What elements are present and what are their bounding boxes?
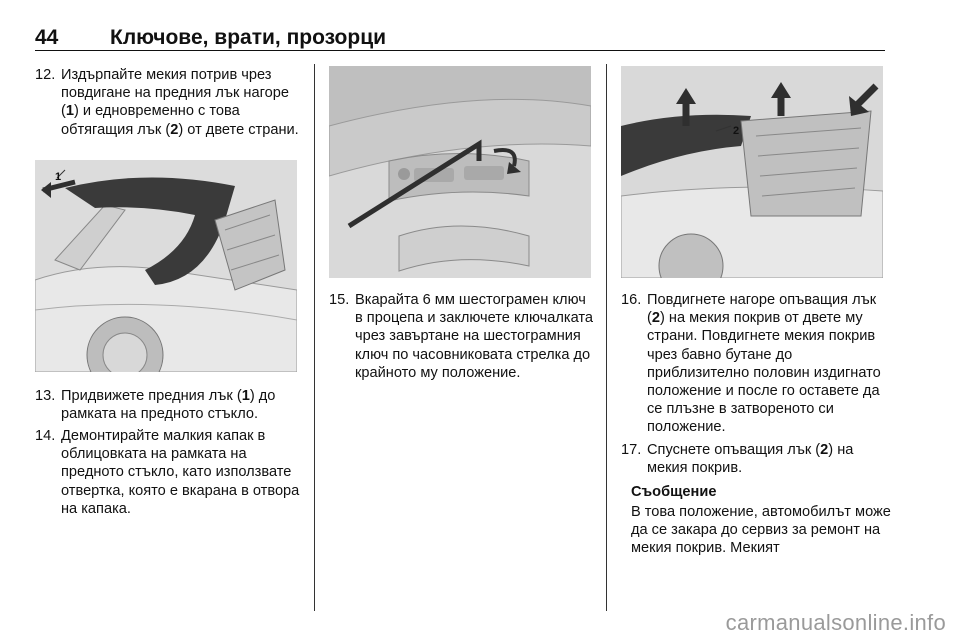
figure-tension-bow-raise [621,66,883,278]
watermark: carmanualsonline.info [725,610,946,635]
step-12 [35,66,303,139]
step-number: 17. [621,442,642,458]
step-text: Вкарайта 6 мм шестограмен ключ в процепа и заключете ключалката чрез завъртане на шестограмния ключ по часовниковата стрелка до крайното му положение. [355,292,594,381]
figure-callout-2: 2 [733,125,740,137]
step-text: Повдигнете нагоре опъващия лък (2) на мекия покрив от двете му страни. Повдигнете мекия покрив чрез бавно бутане до приблизително половин издигнато положение и после го оставете да се плъзне в затвореното си положение. [647,292,881,436]
step-text: Придвижете предния лък (1) до рамката на предното стъкло. [61,388,276,423]
page-number: 44 [35,26,59,49]
step-text: Спуснете опъващия лък (2) на мекия покрив. [647,442,854,477]
figure-car-roof-open [35,160,297,372]
step-13 [35,387,303,423]
figure-callout-1: 1 [55,171,62,183]
page-title: Ключове, врати, прозорци [110,26,387,49]
step-text: Демонтирайте малкия капак в облицовката на рамката на предното стъкло, като използвате отвертка, която е вкарана в отвора на капака. [61,428,300,517]
step-text: Издърпайте мекия потрив чрез повдигане на предния лък нагоре (1) и едновременно с това обтягащия лък (2) от двете страни. [61,67,299,138]
header-divider [35,50,885,51]
step-number: 16. [621,292,642,308]
step-16 [621,291,891,437]
step-17 [621,441,891,477]
step-number: 13. [35,388,56,404]
column-divider-1 [314,64,315,611]
step-15 [329,291,595,382]
note-body: В това положение, автомобилът може да се закара до сервиз за ремонт на мекия покрив. Мекият [631,504,891,557]
step-number: 12. [35,67,56,83]
step-number: 15. [329,292,350,308]
step-14 [35,427,303,518]
note-title: Съобщение [631,484,717,500]
step-number: 14. [35,428,56,444]
column-divider-2 [606,64,607,611]
figure-windshield-frame-key [329,66,591,278]
